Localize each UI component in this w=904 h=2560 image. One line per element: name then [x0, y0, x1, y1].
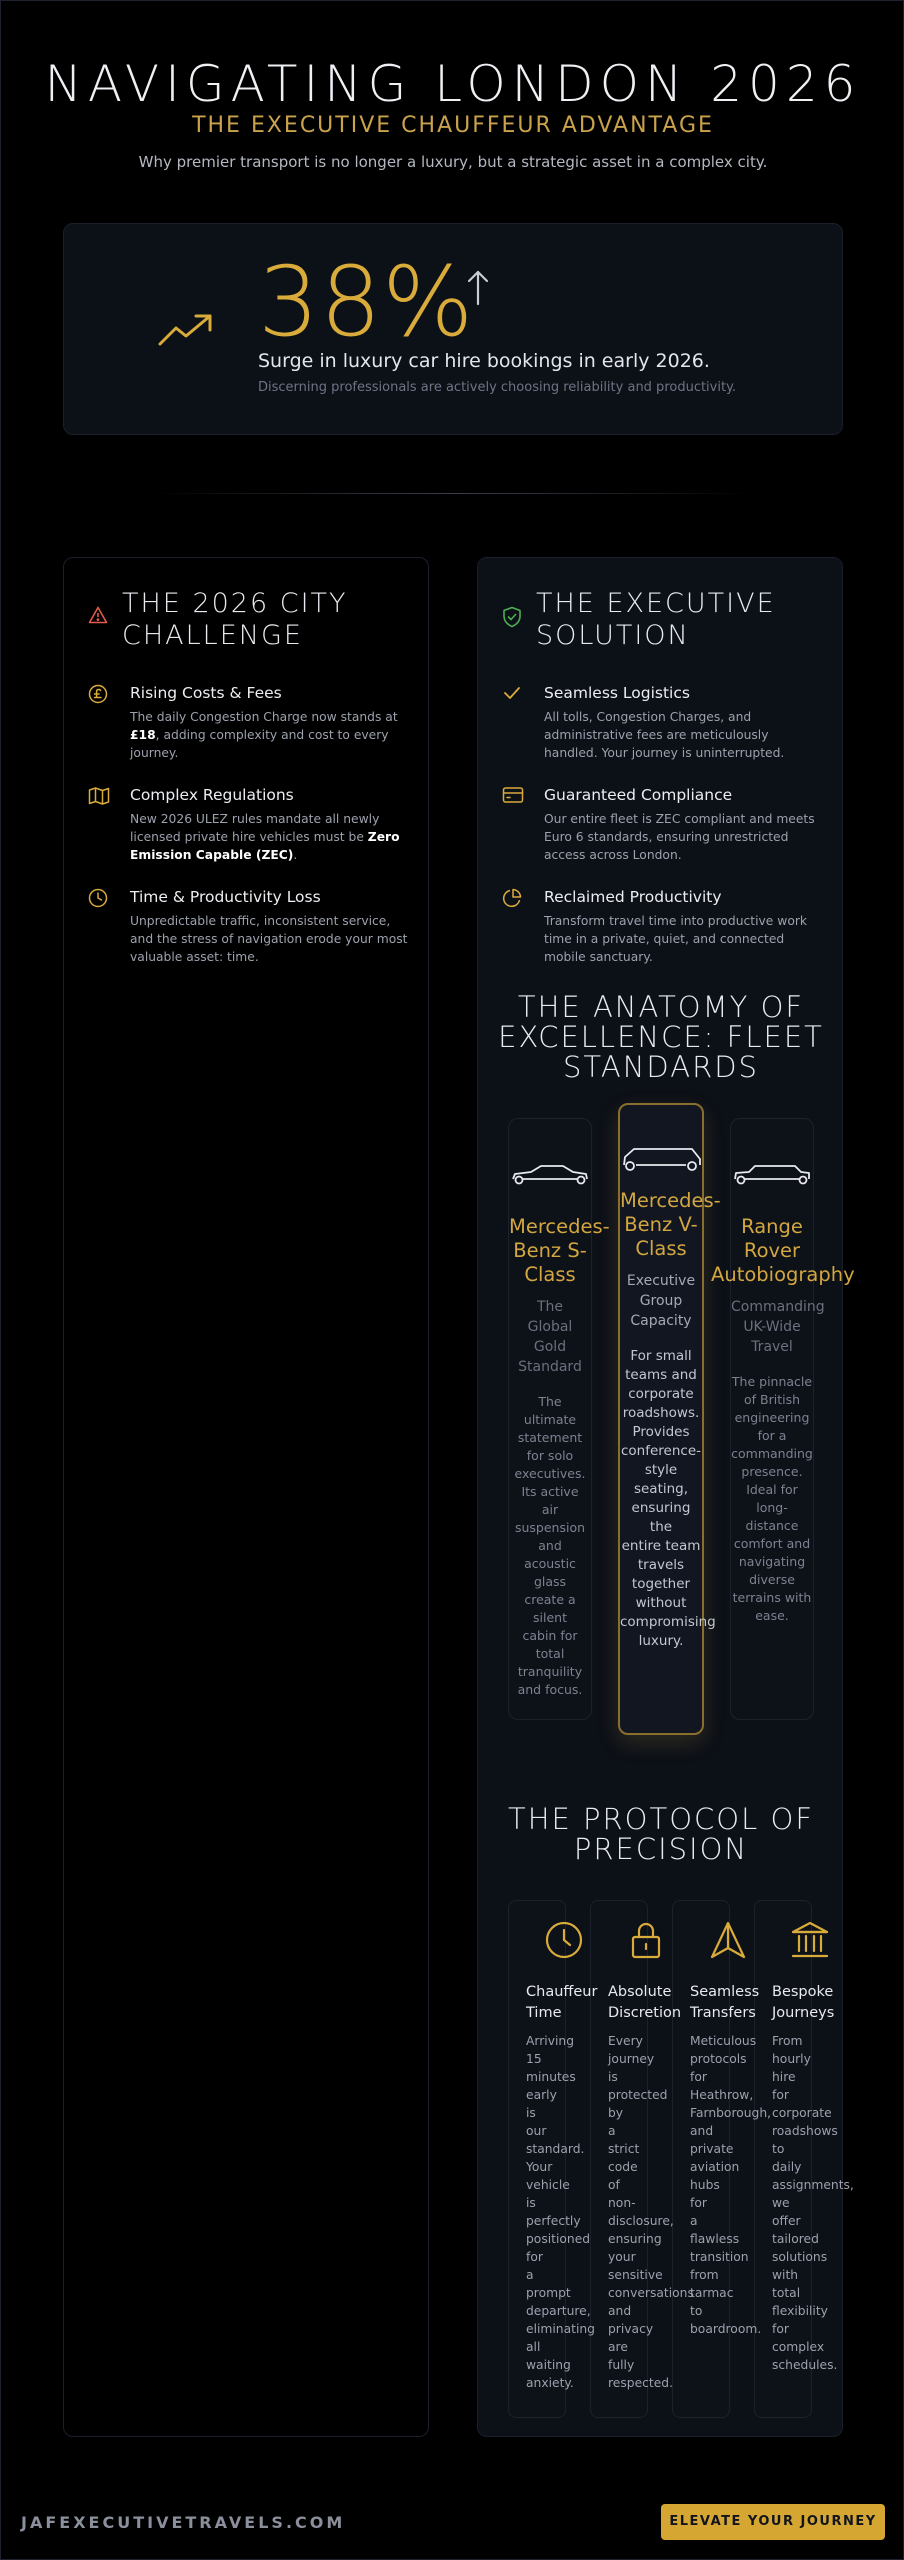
- protocol-section-title: THE PROTOCOL OF PRECISION: [507, 1802, 815, 1866]
- footer-brand-link[interactable]: JAFEXECUTIVETRAVELS.COM: [21, 2513, 346, 2532]
- solution-panel: [477, 557, 855, 2437]
- challenge-panel: [63, 557, 429, 2437]
- map-icon: [88, 786, 110, 864]
- fleet-tagline: The Global Gold Standard: [518, 1299, 582, 1375]
- protocol-item: Bespoke Journeys From hourly hire for corporate roadshows to daily assignments, we offer tailored solutions with total flexibility for complex schedules.: [772, 1920, 862, 2374]
- fleet-name: Mercedes- Benz S- Class: [509, 1215, 610, 1286]
- challenge-item: Time & Productivity Loss Unpredictable traffic, inconsistent service, and the stress of navigation erode your most valuable asset: time.: [88, 888, 408, 966]
- lock-icon: [626, 1920, 698, 1968]
- elevate-journey-button[interactable]: ELEVATE YOUR JOURNEY: [661, 2504, 885, 2540]
- fleet-description: The pinnacle of British engineering for a commanding presence. Ideal for long- distance comfort and navigating diverse terrains with ease.: [731, 1374, 813, 1623]
- suv-icon: [731, 1163, 813, 1191]
- arrow-up-icon: [466, 268, 490, 312]
- fleet-section-title: THE ANATOMY OF EXCELLENCE: FLEET STANDARDS: [498, 990, 824, 1084]
- fleet-card-s-class: [508, 1118, 610, 1720]
- challenge-item: Complex Regulations New 2026 ULEZ rules mandate all newly licensed private hire vehicles must be Zero Emission Capable (ZEC).: [88, 786, 408, 864]
- stat-value: 38%: [258, 246, 475, 358]
- warning-icon: [88, 606, 110, 628]
- clock-icon: [544, 1920, 616, 1968]
- solution-item: Seamless Logistics All tolls, Congestion Charges, and administrative fees are meticulously handled. Your journey is uninterrupted.: [502, 684, 822, 762]
- clock-icon: [88, 888, 110, 966]
- page-description: Why premier transport is no longer a luxury, but a strategic asset in a complex city.: [138, 153, 768, 171]
- fleet-card-range-rover: [711, 1118, 855, 1720]
- section-divider: [151, 493, 755, 494]
- trending-up-icon: [156, 310, 216, 354]
- challenge-title: THE 2026 CITY CHALLENGE: [122, 588, 348, 651]
- car-icon: [509, 1163, 591, 1191]
- challenge-item: Rising Costs & Fees The daily Congestion Charge now stands at £18, adding complexity and cost to every journey.: [88, 684, 408, 762]
- shield-check-icon: [502, 606, 524, 632]
- solution-title: THE EXECUTIVE SOLUTION: [536, 588, 776, 651]
- pie-chart-icon: [502, 888, 524, 966]
- protocol-item: Absolute Discretion Every journey is protected by a strict code of non- disclosure, ensuring your sensitive conversations and privacy are fully respected.: [608, 1920, 698, 2392]
- protocol-item: Seamless Transfers Meticulous protocols for Heathrow, Farnborough, and private aviation hubs for a flawless transition from tarmac to boardroom.: [690, 1920, 780, 2338]
- van-icon: [620, 1145, 702, 1179]
- stat-headline: Surge in luxury car hire bookings in early 2026.: [258, 350, 710, 372]
- fleet-card-v-class: [618, 1103, 721, 1735]
- page-subtitle: THE EXECUTIVE CHAUFFEUR ADVANTAGE: [192, 113, 714, 138]
- stat-note: Discerning professionals are actively choosing reliability and productivity.: [258, 380, 737, 395]
- fleet-tagline: Commanding UK-Wide Travel: [731, 1299, 825, 1355]
- fleet-description: For small teams and corporate roadshows. Provides conference- style seating, ensuring the entire team travels together without compromising luxury.: [620, 1348, 716, 1649]
- solution-item: Reclaimed Productivity Transform travel time into productive work time in a private, quiet, and connected mobile sanctuary.: [502, 888, 822, 966]
- fleet-tagline: Executive Group Capacity: [626, 1273, 696, 1329]
- card-icon: [502, 786, 524, 864]
- stat-card: [63, 223, 843, 435]
- fleet-name: Mercedes- Benz V- Class: [620, 1189, 721, 1260]
- solution-item: Guaranteed Compliance Our entire fleet is ZEC compliant and meets Euro 6 standards, ensuring unrestricted access across London.: [502, 786, 822, 864]
- fleet-name: Range Rover Autobiography: [711, 1215, 855, 1286]
- check-icon: [502, 684, 524, 762]
- protocol-item: Chauffeur Time Arriving 15 minutes early is our standard. Your vehicle is perfectly positioned for a prompt departure, eliminating all waiting anxiety.: [526, 1920, 616, 2392]
- navigation-icon: [708, 1920, 780, 1968]
- page-title: NAVIGATING LONDON 2026: [44, 55, 862, 113]
- building-icon: [790, 1920, 862, 1968]
- fleet-description: The ultimate statement for solo executives. Its active air suspension and acoustic glass create a silent cabin for total tranquility and focus.: [514, 1394, 586, 1697]
- pound-coin-icon: [88, 684, 110, 762]
